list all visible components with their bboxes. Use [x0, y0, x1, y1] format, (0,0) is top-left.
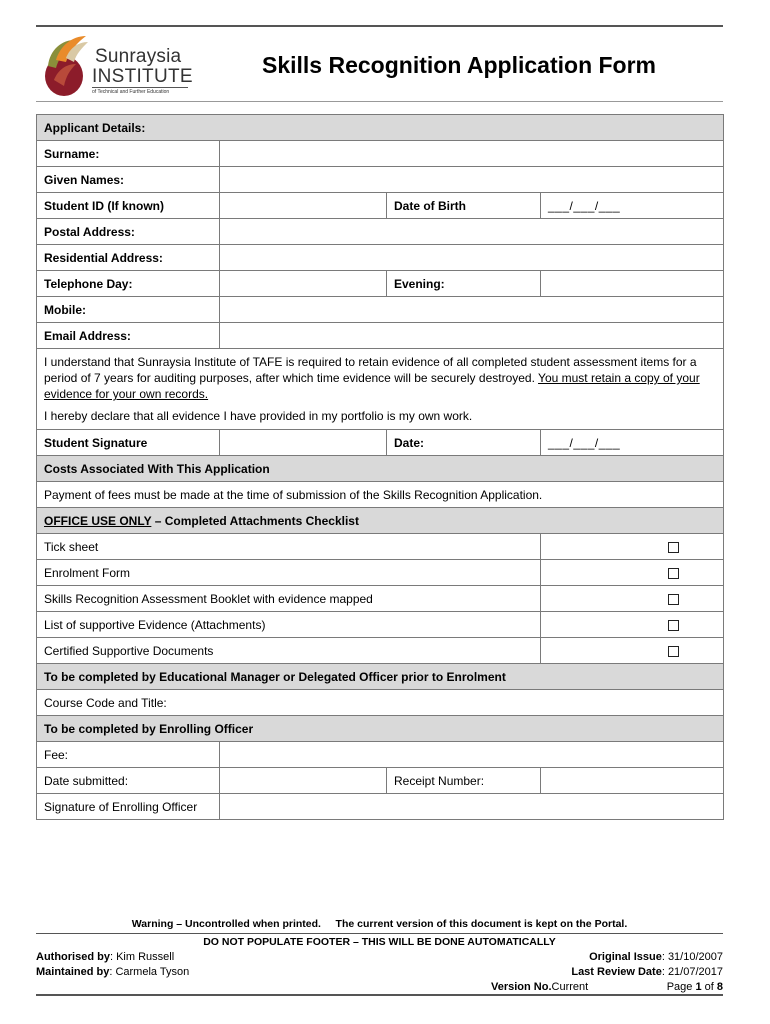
logo-subtitle: of Technical and Further Education: [92, 89, 170, 95]
header-divider: [36, 101, 723, 102]
checklist-item-label: Certified Supportive Documents: [37, 638, 541, 664]
dob-blank: ___/___/___: [548, 198, 621, 213]
enrolling-signature-label: Signature of Enrolling Officer: [37, 794, 220, 820]
footer-warning: Warning – Uncontrolled when printed. The current version of this document is kept on the Portal.: [131, 918, 628, 930]
maintained-value: : Carmela Tyson: [109, 966, 190, 978]
last-review-value: : 21/07/2017: [661, 966, 723, 978]
logo-name: Sunraysia: [95, 46, 182, 67]
date-submitted-label: Date submitted:: [37, 768, 220, 794]
enrolling-signature-field[interactable]: [220, 794, 724, 820]
logo-institute: INSTITUTE: [92, 66, 193, 87]
declaration-own-work: I hereby declare that all evidence I have provided in my portfolio is my own work.: [44, 409, 473, 423]
maintained-label: Maintained by: [36, 966, 110, 978]
signature-date-label: Date:: [387, 430, 541, 456]
costs-header: [37, 456, 724, 482]
footer-last-review: [571, 966, 723, 978]
fee-label: Fee:: [37, 742, 220, 768]
declaration-retention: I understand that Sunraysia Institute of TAFE is required to retain evidence of all completed student assessment items for a period of 7 years for auditing purposes, after which time evidence will be securely destroyed.: [44, 355, 697, 385]
office-use-title: [37, 508, 724, 534]
costs-title: Costs Associated With This Application: [37, 456, 724, 482]
given-names-label: Given Names:: [37, 167, 220, 193]
applicant-details-title: Applicant Details:: [37, 115, 724, 141]
student-signature-row: [37, 430, 724, 456]
logo-divider: [92, 87, 188, 88]
student-signature-label: Student Signature: [37, 430, 220, 456]
page-total: 8: [716, 981, 723, 993]
office-use-only: OFFICE USE ONLY: [44, 513, 152, 528]
costs-row: [37, 482, 724, 508]
applicant-details-header: [37, 115, 724, 141]
footer-maintained: [36, 966, 189, 978]
residential-row: [37, 245, 724, 271]
mobile-row: [37, 297, 724, 323]
email-row: [37, 323, 724, 349]
evening-field[interactable]: [541, 271, 724, 297]
tel-day-label: Telephone Day:: [37, 271, 220, 297]
email-label: Email Address:: [37, 323, 220, 349]
version-label: Version No.: [491, 981, 552, 993]
authorised-value: : Kim Russell: [109, 951, 175, 963]
mobile-field[interactable]: [220, 297, 724, 323]
declaration-copy-note: You must retain a copy of your evidence for your own records.: [44, 371, 700, 401]
checkbox-enrolment-form[interactable]: [668, 568, 679, 579]
surname-label: Surname:: [37, 141, 220, 167]
footer-original-issue: [589, 951, 723, 963]
surname-field[interactable]: [220, 141, 724, 167]
checkbox-certified-documents[interactable]: [668, 646, 679, 657]
checklist-item-cell: [541, 586, 724, 612]
page-of: of: [701, 981, 717, 993]
student-id-row: [37, 193, 724, 219]
enrolling-header: [37, 716, 724, 742]
course-row: [37, 690, 724, 716]
checklist-row: [37, 586, 724, 612]
original-issue-label: Original Issue: [589, 951, 662, 963]
student-id-field[interactable]: [220, 193, 387, 219]
costs-text: Payment of fees must be made at the time of submission of the Skills Recognition Application.: [37, 482, 724, 508]
student-signature-field[interactable]: [220, 430, 387, 456]
course-field[interactable]: [37, 690, 724, 716]
footer-authorised: [36, 951, 174, 963]
residential-field[interactable]: [220, 245, 724, 271]
receipt-label: Receipt Number:: [387, 768, 541, 794]
original-issue-value: : 31/10/2007: [661, 951, 723, 963]
institute-logo: [40, 30, 200, 102]
evening-label: Evening:: [387, 271, 541, 297]
postal-label: Postal Address:: [37, 219, 220, 245]
checklist-item-label: Skills Recognition Assessment Booklet with evidence mapped: [37, 586, 541, 612]
dob-label: Date of Birth: [387, 193, 541, 219]
checklist-row: [37, 638, 724, 664]
authorised-label: Authorised by: [36, 951, 110, 963]
residential-label: Residential Address:: [37, 245, 220, 271]
page-num: 1: [695, 981, 702, 993]
footer-rule: [36, 933, 723, 934]
signature-date-blank: ___/___/___: [548, 435, 621, 450]
logo-mark-icon: [40, 30, 96, 100]
checklist-row: [37, 560, 724, 586]
checklist-item-label: Tick sheet: [37, 534, 541, 560]
checklist-item-cell: [541, 638, 724, 664]
manager-header: [37, 664, 724, 690]
page-word: Page: [666, 981, 696, 993]
declaration-row: [37, 349, 724, 430]
date-submitted-field[interactable]: [220, 768, 387, 794]
checklist-item-label: List of supportive Evidence (Attachments): [37, 612, 541, 638]
checkbox-supportive-evidence[interactable]: [668, 620, 679, 631]
student-id-label: Student ID (If known): [37, 193, 220, 219]
telephone-row: [37, 271, 724, 297]
tel-day-field[interactable]: [220, 271, 387, 297]
enrolling-signature-row: [37, 794, 724, 820]
footer-version: [491, 981, 588, 993]
signature-date-field[interactable]: [541, 430, 724, 456]
given-names-row: [37, 167, 724, 193]
given-names-field[interactable]: [220, 167, 724, 193]
course-label: Course Code and Title:: [44, 695, 167, 710]
checklist-item-label: Enrolment Form: [37, 560, 541, 586]
office-use-header: [37, 508, 724, 534]
checkbox-assessment-booklet[interactable]: [668, 594, 679, 605]
date-submitted-row: [37, 768, 724, 794]
footer-bottom-rule: [36, 994, 723, 996]
dob-field[interactable]: [541, 193, 724, 219]
declaration-text: [37, 349, 724, 430]
mobile-label: Mobile:: [37, 297, 220, 323]
receipt-field[interactable]: [541, 768, 724, 794]
postal-field[interactable]: [220, 219, 724, 245]
checklist-item-cell: [541, 612, 724, 638]
checkbox-tick-sheet[interactable]: [668, 542, 679, 553]
enrolling-title: To be completed by Enrolling Officer: [37, 716, 724, 742]
checklist-item-cell: [541, 534, 724, 560]
checklist-row: [37, 612, 724, 638]
checklist-item-cell: [541, 560, 724, 586]
page-title: Skills Recognition Application Form: [262, 52, 657, 78]
footer-do-not-populate: DO NOT POPULATE FOOTER – THIS WILL BE DONE AUTOMATICALLY: [203, 936, 556, 948]
office-use-checklist: – Completed Attachments Checklist: [151, 513, 359, 528]
surname-row: [37, 141, 724, 167]
version-value: Current: [551, 981, 589, 993]
fee-field[interactable]: [220, 742, 724, 768]
top-rule: [36, 25, 723, 27]
application-form: [36, 114, 724, 820]
checklist-row: [37, 534, 724, 560]
manager-title: To be completed by Educational Manager or Delegated Officer prior to Enrolment: [37, 664, 724, 690]
last-review-label: Last Review Date: [571, 966, 662, 978]
footer-page-number: [667, 981, 723, 993]
fee-row: [37, 742, 724, 768]
email-field[interactable]: [220, 323, 724, 349]
postal-row: [37, 219, 724, 245]
